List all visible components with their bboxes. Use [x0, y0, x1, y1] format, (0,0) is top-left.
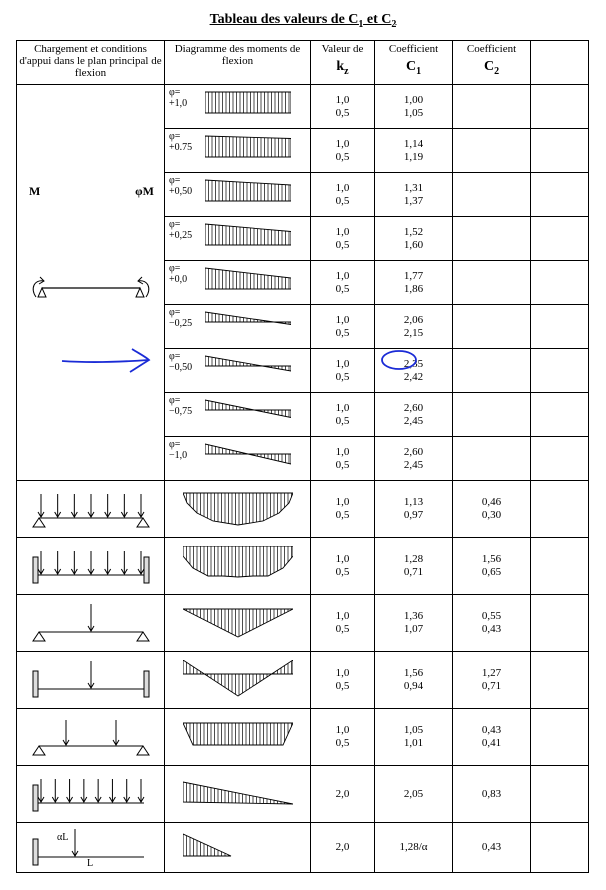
table-title: Tableau des valeurs de $C_1$ et $C_2$	[209, 12, 397, 30]
moment-diagram	[165, 538, 311, 595]
empty-cell	[531, 261, 589, 305]
phi-label: φ=	[169, 439, 181, 450]
moment-diagram	[165, 709, 311, 766]
c1-value-b: 1,60	[403, 238, 424, 251]
c2-cell	[453, 709, 531, 766]
header-kz: Valeur de $k_z$	[311, 41, 375, 85]
empty-cell	[531, 823, 589, 873]
c1-cell	[375, 481, 453, 538]
empty-cell	[531, 393, 589, 437]
kz-cell	[311, 217, 375, 261]
phi-value: −0,25	[169, 318, 193, 329]
kz-value-a: 1,0	[335, 225, 350, 238]
moment-diagram	[165, 652, 311, 709]
c1-value-b: 0,97	[403, 509, 424, 521]
phi-value: +0,50	[169, 186, 193, 197]
moment-label-right: φM	[135, 184, 154, 198]
kz-value-a: 1,0	[335, 93, 350, 106]
table-row	[17, 481, 589, 538]
kz-value-b: 0,5	[335, 414, 350, 427]
moment-diagram	[165, 595, 311, 652]
c2-cell	[453, 481, 531, 538]
c1-value-a: 1,00	[403, 93, 424, 106]
kz-value-a: 1,0	[335, 401, 350, 414]
empty-cell	[531, 709, 589, 766]
c2-value-a: 1,27	[481, 667, 502, 679]
table-row	[17, 538, 589, 595]
c1-cell	[375, 709, 453, 766]
empty-cell	[531, 305, 589, 349]
moment-diagram	[165, 305, 311, 349]
c2-cell	[453, 173, 531, 217]
kz-value-b: 0,5	[335, 737, 350, 749]
table-row	[17, 595, 589, 652]
c1-value-b: 1,86	[403, 282, 424, 295]
c2-value-a: 0,46	[481, 496, 502, 508]
kz-value-a: 1,0	[335, 357, 350, 370]
empty-cell	[531, 481, 589, 538]
header-empty	[531, 41, 589, 85]
header-moment-diagram: Diagramme des moments de flexion	[165, 41, 311, 85]
c1-value-b: 1,19	[403, 150, 424, 163]
empty-cell	[531, 85, 589, 129]
c1-value-a: 1,14	[403, 137, 424, 150]
c1-value-b: 1,37	[403, 194, 424, 207]
moment-diagram	[165, 85, 311, 129]
phi-value: +0,25	[169, 230, 193, 241]
c1-value-a: 1,36	[403, 610, 424, 622]
phi-label: φ=	[169, 307, 181, 318]
table-row	[17, 766, 589, 823]
pen-circle-annotation	[380, 348, 420, 372]
c2-value-b: 0,43	[481, 623, 502, 635]
c2-cell	[453, 393, 531, 437]
moment-diagram	[165, 823, 311, 873]
c1-value-b: 0,71	[403, 566, 424, 578]
c2-cell	[453, 538, 531, 595]
coefficient-table	[16, 40, 589, 873]
c2-value-b: 0,30	[481, 509, 502, 521]
kz-value-a: 1,0	[335, 553, 350, 565]
kz-cell	[311, 823, 375, 873]
header-loading: Chargement et conditions d'appui dans le plan principal de flexion	[17, 41, 165, 85]
moment-diagram	[165, 437, 311, 481]
c2-value-a: 0,83	[481, 787, 502, 800]
kz-cell	[311, 129, 375, 173]
kz-cell	[311, 261, 375, 305]
c1-cell	[375, 766, 453, 823]
c1-value-b: 1,07	[403, 623, 424, 635]
kz-cell	[311, 652, 375, 709]
table-row	[17, 823, 589, 873]
c2-cell	[453, 85, 531, 129]
kz-cell	[311, 709, 375, 766]
moment-diagram	[165, 481, 311, 538]
c2-cell	[453, 305, 531, 349]
beam-end-moment-sketch	[17, 85, 165, 481]
c2-cell	[453, 595, 531, 652]
kz-value-a: 1,0	[335, 724, 350, 736]
c1-cell	[375, 261, 453, 305]
kz-value-b: 0,5	[335, 680, 350, 692]
kz-value-b: 0,5	[335, 282, 350, 295]
c1-value-a: 1,05	[403, 724, 424, 736]
c1-value-b: 1,05	[403, 106, 424, 119]
phi-label: φ=	[169, 263, 181, 274]
empty-cell	[531, 437, 589, 481]
c2-cell	[453, 349, 531, 393]
table-row	[17, 85, 589, 129]
phi-label: φ=	[169, 87, 181, 98]
c1-value-a: 1,52	[403, 225, 424, 238]
kz-value-b: 0,5	[335, 106, 350, 119]
kz-cell	[311, 481, 375, 538]
moment-diagram	[165, 349, 311, 393]
c2-value-b: 0,41	[481, 737, 502, 749]
c1-value-b: 2,15	[403, 326, 424, 339]
c2-cell	[453, 652, 531, 709]
kz-value-a: 1,0	[335, 445, 350, 458]
c1-cell	[375, 173, 453, 217]
c2-value-a: 0,55	[481, 610, 502, 622]
kz-value-b: 0,5	[335, 326, 350, 339]
c1-cell	[375, 305, 453, 349]
kz-value-b: 0,5	[335, 150, 350, 163]
kz-value-a: 1,0	[335, 313, 350, 326]
length-label: L	[87, 858, 94, 869]
kz-value-b: 0,5	[335, 623, 350, 635]
alpha-l-label: αL	[57, 832, 69, 843]
kz-cell	[311, 305, 375, 349]
kz-value-b: 0,5	[335, 238, 350, 251]
c1-value-a: 2,60	[403, 445, 424, 458]
pen-arrow-annotation	[60, 345, 152, 375]
moment-diagram	[165, 129, 311, 173]
loading-sketch	[17, 652, 165, 709]
kz-cell	[311, 393, 375, 437]
kz-cell	[311, 437, 375, 481]
c1-cell	[375, 393, 453, 437]
phi-label: φ=	[169, 175, 181, 186]
moment-label-left: M	[29, 184, 41, 198]
phi-label: φ=	[169, 395, 181, 406]
kz-cell	[311, 85, 375, 129]
c1-value-b: 2,45	[403, 414, 424, 427]
moment-diagram	[165, 217, 311, 261]
moment-diagram	[165, 393, 311, 437]
kz-value-a: 1,0	[335, 181, 350, 194]
empty-cell	[531, 538, 589, 595]
c1-cell	[375, 437, 453, 481]
kz-cell	[311, 538, 375, 595]
c2-cell	[453, 261, 531, 305]
c1-cell	[375, 217, 453, 261]
kz-value-a: 1,0	[335, 137, 350, 150]
loading-sketch	[17, 538, 165, 595]
kz-cell	[311, 595, 375, 652]
phi-value: −0,75	[169, 406, 193, 417]
kz-value-a: 1,0	[335, 610, 350, 622]
c1-value-a: 1,56	[403, 667, 424, 679]
c1-value-b: 0,94	[403, 680, 424, 692]
c2-cell	[453, 823, 531, 873]
kz-value-a: 2,0	[335, 787, 350, 800]
c2-cell	[453, 766, 531, 823]
loading-sketch	[17, 823, 165, 873]
moment-diagram	[165, 766, 311, 823]
c1-value-b: 1,01	[403, 737, 424, 749]
loading-sketch	[17, 709, 165, 766]
c2-cell	[453, 129, 531, 173]
c1-value-a: 1,28	[403, 553, 424, 565]
header-c2: Coefficient $C_2$	[453, 41, 531, 85]
kz-value-b: 0,5	[335, 566, 350, 578]
kz-value-a: 1,0	[335, 269, 350, 282]
moment-diagram	[165, 261, 311, 305]
kz-value-a: 1,0	[335, 667, 350, 679]
c2-value-a: 0,43	[481, 724, 502, 736]
c1-value-b: 2,45	[403, 458, 424, 471]
c2-cell	[453, 437, 531, 481]
c1-value-a: 2,60	[403, 401, 424, 414]
c2-value-a: 0,43	[481, 841, 502, 853]
c1-value-b: 2,42	[403, 370, 424, 383]
c1-cell	[375, 595, 453, 652]
kz-value-a: 1,0	[335, 496, 350, 508]
table-row	[17, 652, 589, 709]
header-c1: Coefficient $C_1$	[375, 41, 453, 85]
empty-cell	[531, 349, 589, 393]
c1-value-a: 2,06	[403, 313, 424, 326]
c1-cell	[375, 652, 453, 709]
kz-value-b: 0,5	[335, 370, 350, 383]
phi-value: −1,0	[169, 450, 188, 461]
c2-value-a: 1,56	[481, 553, 502, 565]
c1-value-a: 2,05	[403, 787, 424, 800]
moment-diagram	[165, 173, 311, 217]
empty-cell	[531, 129, 589, 173]
c1-value-a: 2,35	[403, 357, 424, 370]
c2-value-b: 0,65	[481, 566, 502, 578]
kz-cell	[311, 349, 375, 393]
kz-value-b: 0,5	[335, 194, 350, 207]
phi-value: −0,50	[169, 362, 193, 373]
kz-cell	[311, 766, 375, 823]
c1-value-a: 1,77	[403, 269, 424, 282]
kz-value-b: 0,5	[335, 458, 350, 471]
c1-cell	[375, 129, 453, 173]
empty-cell	[531, 652, 589, 709]
c2-cell	[453, 217, 531, 261]
c1-value-a: 1,31	[403, 181, 424, 194]
c1-value-a: 1,13	[403, 496, 424, 508]
phi-value: +0.75	[169, 142, 193, 153]
phi-label: φ=	[169, 219, 181, 230]
loading-sketch	[17, 481, 165, 538]
loading-sketch	[17, 595, 165, 652]
c1-cell	[375, 538, 453, 595]
empty-cell	[531, 217, 589, 261]
empty-cell	[531, 766, 589, 823]
phi-value: +1,0	[169, 98, 188, 109]
c1-cell	[375, 823, 453, 873]
c1-value-a: 1,28/α	[399, 841, 428, 853]
c2-value-b: 0,71	[481, 680, 502, 692]
phi-value: +0,0	[169, 274, 188, 285]
c1-cell	[375, 85, 453, 129]
empty-cell	[531, 173, 589, 217]
phi-label: φ=	[169, 131, 181, 142]
kz-value-b: 0,5	[335, 509, 350, 521]
kz-cell	[311, 173, 375, 217]
phi-label: φ=	[169, 351, 181, 362]
header-row	[17, 41, 589, 85]
empty-cell	[531, 595, 589, 652]
table-row	[17, 709, 589, 766]
loading-sketch	[17, 766, 165, 823]
kz-value-a: 2,0	[335, 841, 350, 853]
